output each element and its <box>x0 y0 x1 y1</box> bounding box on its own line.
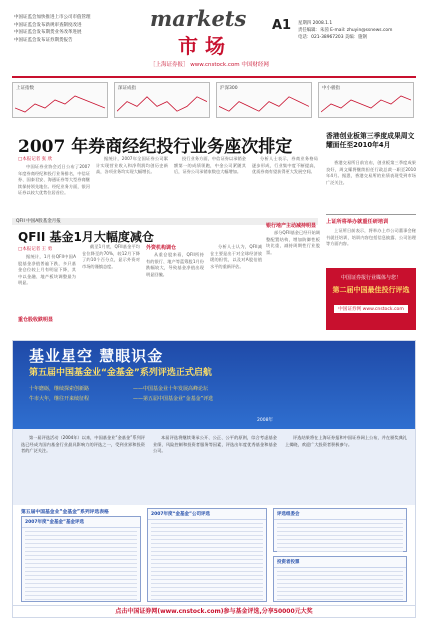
article-column <box>146 252 204 326</box>
ad-text: 评选结果将在上海证券报和中国证券网上公布，并在颁奖典礼上揭晓，欢迎广大投资者积极参与。 <box>285 435 407 447</box>
form-title: 2007年度“金基金”基金评选 <box>22 517 140 528</box>
article-text: 投行业务方面，中信证券以承销金额第一的成绩领跑，中金公司紧随其后，证券公司承销家数也大幅增加。 <box>174 156 246 175</box>
section-logo-cn: 市 场 <box>178 34 225 58</box>
promo-title: 第二届中国最佳投行评选 <box>332 286 410 294</box>
chart-title: 深证成指 <box>118 86 136 91</box>
article-text: 部分QFII基金已经开始调整配置结构，增加防御性板块比重，减持周期性行业股票。 <box>266 230 320 255</box>
chart-plot <box>117 92 207 116</box>
article-column <box>82 244 140 326</box>
chart-line <box>117 97 207 111</box>
chart-plot <box>219 92 309 116</box>
article-text: 截至1月底，QFII基金平均仓位降至约70%，较12月下降了约10个百分点，显示外资对市场的谨慎态度。 <box>82 244 140 269</box>
issue-date: 星期四 2008.1.1 <box>298 21 333 26</box>
ad-text: 第一届评选活动（2004年）以来，中国基金业“金基金”系列评选已经成为国内基金行业最具影响力的评选之一，受到业界和投资者的广泛关注。 <box>21 435 145 454</box>
main-headline[interactable]: 2007 年券商经纪投行业务座次排定 <box>18 137 293 157</box>
masthead-left-item[interactable]: 中国证监会发布证券期货报告 <box>14 37 73 43</box>
article-column <box>174 156 246 214</box>
vote-form[interactable] <box>273 556 407 602</box>
sidebar-column <box>326 228 416 264</box>
market-chart[interactable] <box>216 82 312 118</box>
vote-form[interactable] <box>147 508 267 602</box>
vote-form[interactable] <box>273 508 407 552</box>
article-subhead: 银行地产主动减持明显 <box>266 223 317 229</box>
article-text: 从重仓股来看，QFII所持有的银行、地产等蓝筹股1月份跌幅较大，导致基金净值出现明显回撤。 <box>146 252 204 277</box>
article-text: 中国证券业协会近日公布了2007年度券商经纪和投行业务排名，中信证券、国泰君安、海通证券等大型券商继续保持领先地位。经纪业务方面，银河证券以较大优势位居首位。 <box>18 164 90 196</box>
ad-column <box>21 435 145 499</box>
chart-line <box>321 96 411 112</box>
vote-form[interactable] <box>21 516 141 602</box>
sidebar-text: 上证所日前表示，将举办上市公司董事会秘书就任培训，培训内容包括信息披露、公司治理等方面内容。 <box>326 228 416 247</box>
article-text: 据统计，2007年全国证券公司累计实现营业收入和净利润均创历史新高，各项业务均实现大幅增长。 <box>96 156 168 175</box>
ad-forms <box>13 505 415 605</box>
ad-subtitle: 第五届中国基金业“金基金”系列评选正式启航 <box>29 368 212 378</box>
ad-text: 本届评选将继续秉承公开、公正、公平的原则，综合考虑基金业绩、风险控制和投资者服务等因素，评选出年度优秀基金和基金公司。 <box>153 435 277 454</box>
article-text: 分析人士认为，QFII减仓主要是出于对全球经济放缓的担忧，以及对A股估值水平的重新评估。 <box>210 244 262 269</box>
masthead-left-item[interactable]: 中国证监会发布新规审查制度改进 <box>14 22 82 28</box>
chart-title: 中小板指 <box>322 86 340 91</box>
chart-title: 上证指数 <box>16 86 34 91</box>
promo-banner[interactable] <box>326 268 416 330</box>
sidebar-text: 香港交易所日前宣布，创业板第三季度成果良好，周文耀将继续担任行政总裁一职至2010年4月。据悉，香港交易所的业绩表现受到市场广泛关注。 <box>326 160 416 185</box>
masthead-strap: ［上海证券报］ www.cnstock.com 中国财经网 <box>150 62 269 68</box>
article-byline: □本报记者 张 欣 <box>18 157 53 162</box>
form-title: 评选组委会 <box>274 509 406 520</box>
ad-column <box>153 435 277 499</box>
ad-slogan: ——中国基金业十年发展高峰论坛 <box>133 386 209 392</box>
masthead-left-list <box>14 14 142 44</box>
sidebar-column <box>326 160 416 210</box>
ad-banner <box>13 341 415 429</box>
chart-plot <box>321 92 411 116</box>
ad-column <box>285 435 407 499</box>
masthead-right-info <box>298 20 416 41</box>
article-column <box>18 254 76 314</box>
article-column <box>96 156 168 214</box>
masthead-left-item[interactable]: 中国证监会加快推进上市公司市值管理 <box>14 15 91 20</box>
article-byline: □本报记者 王 勇 <box>18 247 53 252</box>
sidebar-headline[interactable]: 香港创业板第三季度成果周文耀面任至2010年4月 <box>326 132 415 149</box>
masthead-left-item[interactable]: 中国证监会发布期货业务改革进展 <box>14 30 82 35</box>
article-column <box>252 156 318 214</box>
chart-plot <box>15 92 105 116</box>
form-title: 投资者投票 <box>274 557 406 568</box>
editor-contact: 责任编辑：朱茵 E-mail: zhuyin@ssnews.com <box>298 28 393 33</box>
section-logo-en: markets <box>150 6 247 31</box>
ad-title: 基业星空 慧眼识金 <box>29 347 164 365</box>
form-title: 2007年度“金基金”公司评选 <box>148 509 266 520</box>
chart-title: 沪深300 <box>220 86 238 91</box>
masthead <box>0 0 426 78</box>
qfii-headline[interactable]: QFII 基金1月大幅度减仓 <box>18 230 154 244</box>
chart-line <box>219 97 309 111</box>
article-subhead: 重仓股收跌明显 <box>18 317 54 323</box>
editor-phone: 电话：021-38967203 美编：施钢 <box>298 35 367 40</box>
market-chart[interactable] <box>318 82 414 118</box>
sidebar-subheadline[interactable]: 上证所将举办就重任研培训 <box>326 219 389 225</box>
article-column <box>18 164 90 214</box>
page-number: A1 <box>272 18 292 33</box>
article-column <box>210 244 262 326</box>
ad-slogan: 牛市大年，继往开来续征程 <box>29 396 90 402</box>
article-text: 分析人士表示，券商业务格局逐步形成，行业集中度不断提高，优质券商有望获得更大发展空间。 <box>252 156 318 175</box>
market-chart[interactable] <box>114 82 210 118</box>
fund-award-advertisement[interactable] <box>12 340 416 618</box>
promo-link[interactable]: 中国证券网 www.cnstock.com <box>334 305 408 313</box>
ad-footer-link[interactable]: 点击中国证券网(www.cnstock.com)参与基金评选,分享50000元大奖 <box>13 605 415 617</box>
ad-form-heading: 第五届中国基金业“金基金”系列评选表格 <box>21 510 109 515</box>
ad-date: 2008年 <box>257 418 273 423</box>
chart-line <box>15 96 105 112</box>
section-label: QFII 中国A股基金月报 <box>12 218 318 225</box>
article-text: 据统计，1月份QFII中国A股基金净值普遍下跌，多只基金仓位较上月有明显下降，其中以金融、地产板块调整最为明显。 <box>18 254 76 286</box>
market-chart[interactable] <box>12 82 108 118</box>
sidebar-divider <box>326 214 416 215</box>
article-column <box>266 230 320 326</box>
market-chart-strip <box>12 82 416 118</box>
ad-slogan: ——第五届中国基金业“金基金”评选 <box>133 396 214 402</box>
masthead-rule <box>12 76 416 78</box>
ad-slogan: 十年磨砺，继续探索创新路 <box>29 386 90 392</box>
ad-body <box>13 429 415 505</box>
promo-line: 中国证券报行业媒体与您！ <box>340 275 401 281</box>
article-subhead: 外资机构调仓 <box>146 245 177 251</box>
